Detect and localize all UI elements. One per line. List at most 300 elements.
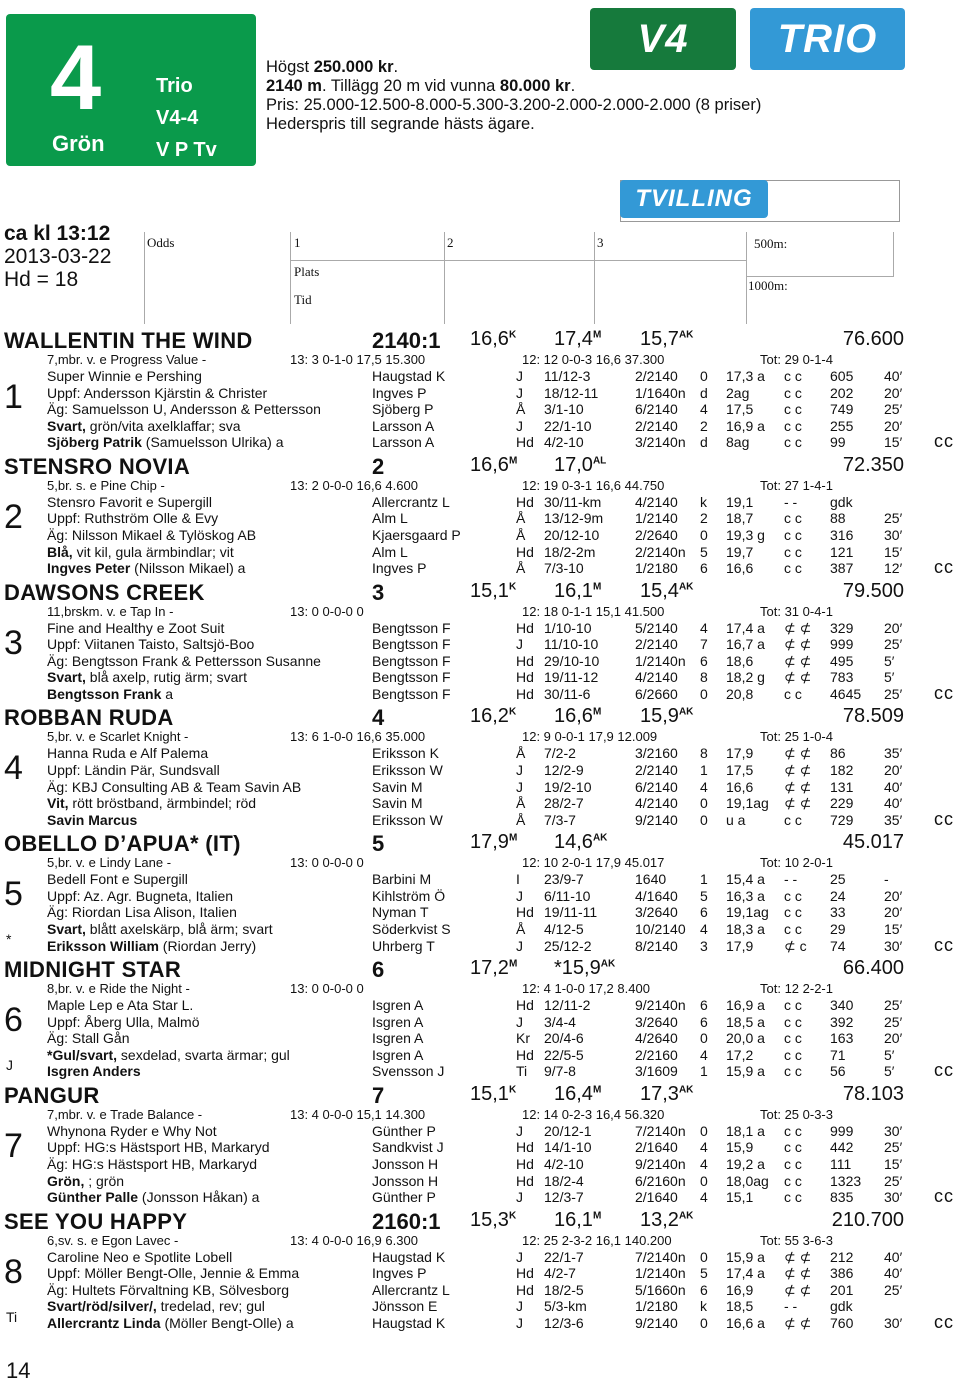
horse-info-line — [47, 1282, 289, 1298]
record-value: 15,4 — [640, 579, 679, 602]
start-driver: Jönsson E — [372, 1298, 438, 1315]
record-type: AK — [678, 1084, 694, 1096]
start-post: 0 — [700, 811, 708, 828]
horse-age-sire: 5,br. v. e Lindy Lane - — [47, 855, 172, 871]
start-date: 19/11-11 — [544, 904, 598, 921]
record-r1 — [470, 454, 517, 477]
trio-logo: TRIO — [750, 8, 905, 70]
horse-info-line — [47, 653, 321, 669]
start-odds: 33 — [830, 904, 846, 921]
start-prize: 40′ — [884, 795, 903, 812]
start-result: 1/2140n — [635, 1265, 686, 1282]
start-prize: 20′ — [884, 761, 903, 778]
odds-label: Odds — [147, 235, 175, 250]
start-driver: Bengtsson F — [372, 685, 451, 702]
horse-info-line — [47, 1047, 290, 1063]
start-odds: 392 — [830, 1013, 854, 1030]
record-r1 — [470, 580, 516, 603]
start-shoes: c c — [784, 1013, 802, 1030]
start-odds: 783 — [830, 669, 854, 686]
start-odds: 182 — [830, 761, 854, 778]
start-driver: Allercrantz L — [372, 1281, 450, 1298]
start-time: 17,5 — [726, 401, 754, 418]
record-r3 — [640, 1209, 693, 1232]
start-time: 20,8 — [726, 685, 754, 702]
race-date: 2013-03-22 — [4, 245, 112, 268]
start-date: 1/10-10 — [544, 619, 592, 636]
info-text: Super Winnie e Pershing — [47, 368, 202, 384]
start-track: I — [516, 871, 520, 888]
horse-info-line — [47, 1063, 141, 1079]
start-odds: 24 — [830, 887, 846, 904]
record-value: 15,3 — [470, 1208, 509, 1231]
col-2-label: 2 — [447, 235, 454, 250]
start-prize: 20′ — [884, 904, 903, 921]
record-value: 16,6 — [554, 705, 593, 728]
horse-info-line — [47, 921, 273, 937]
start-odds: 99 — [830, 434, 846, 451]
record-type: AK — [592, 832, 608, 844]
horse-info-line — [47, 1315, 294, 1331]
horse-info-line — [47, 1123, 217, 1139]
start-result: 4/2140 — [635, 493, 678, 510]
horse-info-line — [47, 1298, 265, 1314]
start-result: 9/2140n — [635, 997, 686, 1013]
start-track: J — [516, 1189, 523, 1206]
horse-name: ROBBAN RUDA — [4, 705, 174, 731]
horse-name: STENSRO NOVIA — [4, 453, 191, 479]
m1000-label: 1000m: — [748, 278, 788, 293]
start-track: Hd — [516, 1139, 534, 1156]
horse-info-line — [47, 510, 218, 526]
start-track: Kr — [516, 1030, 530, 1047]
horse-info-line — [47, 368, 202, 384]
horse-info-line — [47, 560, 245, 576]
m500-label: 500m: — [754, 236, 788, 251]
start-odds: 163 — [830, 1030, 854, 1047]
horse-info-line — [47, 1249, 232, 1265]
record-value: 17,4 — [554, 328, 593, 350]
start-prize: 12′ — [884, 560, 903, 577]
info-text: sexdelad, svarta ärmar; gul — [117, 1046, 290, 1063]
current-shoes: c c — [934, 808, 952, 829]
start-date: 25/12-2 — [544, 937, 592, 954]
start-shoes: c c — [784, 1063, 802, 1080]
start-post: 4 — [700, 1139, 708, 1156]
horse-age-sire: 7,mbr. v. e Trade Balance - — [47, 1106, 203, 1122]
start-prize: 20′ — [884, 384, 903, 401]
race-info-line: 2140 m. Tillägg 20 m vid vunna 80.000 kr. — [266, 77, 576, 95]
race-games — [156, 70, 217, 166]
stats-2013: 13: 6 1-0-0 16,6 35.000 — [290, 729, 426, 745]
start-result: 3/2640 — [635, 1013, 678, 1030]
start-post: 6 — [700, 904, 708, 921]
start-time: 20,0 a — [726, 1030, 765, 1047]
start-prize: 20′ — [884, 619, 903, 636]
horse-mark: J — [6, 1057, 13, 1073]
start-result: 6/2140 — [635, 778, 678, 795]
start-track: Hd — [516, 904, 534, 921]
start-post: 2 — [700, 510, 708, 527]
start-odds: 442 — [830, 1139, 854, 1156]
start-driver: Kihlström Ö — [372, 887, 446, 904]
start-distance: 6 — [372, 957, 385, 982]
start-result: 3/2140n — [635, 434, 686, 451]
current-shoes: c c — [934, 431, 952, 452]
record-type: AK — [678, 706, 694, 718]
horse-age-sire: 8,br. v. e Ride the Night - — [47, 981, 190, 996]
stats-2013: 13: 0 0-0-0 0 — [290, 603, 364, 619]
start-date: 23/9-7 — [544, 871, 584, 888]
info-text: Uppf: Ländin Pär, Sundsvall — [47, 761, 220, 778]
start-odds: 999 — [830, 1122, 854, 1139]
start-date: 20/12-1 — [544, 1122, 592, 1139]
start-post: 8 — [700, 669, 708, 686]
start-driver: Haugstad K — [372, 368, 446, 384]
start-date: 28/2-7 — [544, 795, 584, 812]
info-text: Stensro Favorit e Supergill — [47, 493, 212, 510]
start-result: 7/2140n — [635, 1122, 686, 1139]
start-result: 2/1640 — [635, 1189, 678, 1206]
start-odds: 760 — [830, 1314, 854, 1331]
start-driver: Eriksson W — [372, 811, 443, 828]
start-post: 1 — [700, 1063, 708, 1080]
start-post: 6 — [700, 997, 708, 1013]
start-shoes: ⊄ ⊄ — [784, 1248, 812, 1265]
start-shoes: c c — [784, 417, 802, 434]
info-text: Uppf: HG:s Hästsport HB, Markaryd — [47, 1139, 270, 1156]
career-earnings: 78.509 — [842, 705, 904, 728]
start-result: 2/2140 — [635, 417, 678, 434]
start-track: J — [516, 1298, 523, 1315]
start-date: 20/4-6 — [544, 1030, 584, 1047]
horse-info-line — [47, 745, 208, 761]
start-post: 4 — [700, 920, 708, 937]
start-track: Hd — [516, 652, 534, 669]
start-shoes: c c — [784, 685, 802, 702]
start-odds: 212 — [830, 1248, 854, 1265]
start-post: 4 — [700, 778, 708, 795]
start-odds: 329 — [830, 619, 854, 636]
start-number: 6 — [4, 1001, 23, 1039]
stats-2012: 12: 12 0-0-3 16,6 37.300 — [522, 352, 665, 367]
start-track: J — [516, 1248, 523, 1265]
start-post: d — [700, 384, 708, 401]
info-text: Äg: Riordan Lisa Alison, Italien — [47, 904, 237, 921]
start-track: Hd — [516, 669, 534, 686]
start-prize: 40′ — [884, 1265, 903, 1282]
start-track: Å — [516, 560, 526, 577]
career-earnings: 45.017 — [842, 831, 904, 854]
start-time: 16,3 a — [726, 887, 765, 904]
start-track: Å — [516, 510, 526, 527]
horse-info-line — [47, 1139, 270, 1155]
start-number: 5 — [4, 875, 23, 914]
race-number-box — [6, 14, 256, 166]
start-prize: 25′ — [884, 636, 903, 653]
start-odds: 605 — [830, 368, 854, 384]
start-result: 1/1640n — [635, 384, 686, 401]
start-driver: Isgren A — [372, 997, 424, 1013]
horse-name: DAWSONS CREEK — [4, 579, 205, 605]
start-post: 0 — [700, 1030, 708, 1047]
start-result: 2/2140 — [635, 368, 678, 384]
start-post: k — [700, 1298, 707, 1315]
info-text: Maple Lep e Ata Star L. — [47, 997, 194, 1013]
start-driver: Uhrberg T — [372, 937, 435, 954]
start-time: 18,1 a — [726, 1122, 765, 1139]
record-value: 16,6 — [470, 453, 509, 476]
start-result: 3/1609 — [635, 1063, 678, 1080]
info-text: Uppf: Viitanen Taisto, Saltsjö-Boo — [47, 636, 255, 653]
record-type: K — [508, 329, 517, 341]
start-track: J — [516, 384, 523, 401]
record-value: 15,7 — [640, 328, 679, 350]
start-result: 1/2180 — [635, 560, 678, 577]
start-result: 2/2140n — [635, 543, 686, 560]
start-date: 4/2-10 — [544, 1155, 584, 1172]
record-type: M — [508, 958, 518, 970]
start-distance: 4 — [372, 705, 385, 731]
start-number: 8 — [4, 1252, 23, 1291]
start-post: 5 — [700, 887, 708, 904]
start-time: 17,3 a — [726, 368, 765, 384]
start-track: Å — [516, 745, 526, 762]
stats-total: Tot: 12 2-2-1 — [760, 981, 833, 996]
start-post: 0 — [700, 1122, 708, 1139]
start-shoes: c c — [784, 1030, 802, 1047]
start-time: 19,1 — [726, 493, 754, 510]
start-prize: 30′ — [884, 1189, 903, 1206]
info-text: vit kil, gula ärmbindlar; vit — [72, 543, 234, 560]
record-r1 — [470, 705, 516, 728]
horse-name: SEE YOU HAPPY — [4, 1208, 188, 1234]
start-post: 5 — [700, 1265, 708, 1282]
start-prize: 25′ — [884, 685, 903, 702]
record-r1 — [470, 1209, 516, 1232]
start-time: 16,9 a — [726, 417, 765, 434]
start-time: 17,9 — [726, 745, 754, 762]
start-time: 16,9 — [726, 1281, 754, 1298]
info-text: blå axelp, rutig ärm; svart — [85, 669, 247, 686]
horse-name: MIDNIGHT STAR — [4, 957, 182, 982]
start-post: 1 — [700, 871, 708, 888]
start-driver: Söderkvist S — [372, 920, 451, 937]
info-bold: Vit, — [47, 795, 69, 812]
start-distance: 5 — [372, 831, 385, 857]
start-result: 1/2140 — [635, 510, 678, 527]
start-prize: 40′ — [884, 778, 903, 795]
start-shoes: ⊄ c — [784, 937, 807, 954]
start-post: 0 — [700, 368, 708, 384]
start-shoes: c c — [784, 997, 802, 1013]
start-driver: Bengtsson F — [372, 636, 451, 653]
start-prize: 30′ — [884, 1314, 903, 1331]
horse-age-sire: 5,br. s. e Pine Chip - — [47, 477, 165, 493]
start-odds: 835 — [830, 1189, 854, 1206]
record-r1 — [470, 1083, 516, 1106]
start-time: 19,1ag — [726, 795, 769, 812]
horse-info-line — [47, 385, 267, 401]
start-time: 16,6 — [726, 778, 754, 795]
start-driver: Ingves P — [372, 1265, 427, 1282]
start-shoes: c c — [784, 401, 802, 418]
start-odds: 74 — [830, 937, 846, 954]
start-post: 4 — [700, 1046, 708, 1063]
info-text: rött bröstband, ärmbindel; röd — [68, 795, 257, 812]
start-result: 9/2140n — [635, 1155, 686, 1172]
start-odds: 71 — [830, 1046, 846, 1063]
horse-age-sire: 6,sv. s. e Egon Lavec - — [47, 1232, 179, 1248]
start-driver: Günther P — [372, 1189, 436, 1206]
start-date: 29/10-10 — [544, 652, 600, 669]
horse-info-line — [47, 494, 212, 510]
start-prize: 25′ — [884, 1281, 903, 1298]
info-text: Äg: KBJ Consulting AB & Team Savin AB — [47, 778, 302, 795]
start-prize: 15′ — [884, 920, 903, 937]
start-driver: Sandkvist J — [372, 1139, 444, 1156]
start-result: 4/2140 — [635, 795, 678, 812]
info-bold: Isgren Anders — [47, 1063, 141, 1080]
start-prize: 5′ — [884, 669, 895, 686]
info-text: (Nilsson Mikael) a — [130, 560, 246, 577]
start-track: J — [516, 761, 523, 778]
record-r2 — [554, 454, 606, 477]
career-earnings: 79.500 — [842, 579, 904, 602]
start-prize: 25′ — [884, 510, 903, 527]
start-shoes: - - — [784, 493, 798, 510]
start-result: 2/1640 — [635, 1139, 678, 1156]
record-r2 — [554, 957, 615, 980]
start-track: Å — [516, 401, 526, 418]
info-bold: Svart, — [47, 417, 86, 434]
start-prize: 30′ — [884, 937, 903, 954]
start-result: 3/2640 — [635, 904, 678, 921]
info-bold: Bengtsson Frank — [47, 685, 162, 702]
start-shoes: c c — [784, 904, 802, 921]
start-post: 4 — [700, 1155, 708, 1172]
start-track: J — [516, 937, 523, 954]
info-text: Uppf: Möller Bengt-Olle, Jennie & Emma — [47, 1265, 300, 1282]
odds-grid — [144, 232, 894, 324]
start-odds: 56 — [830, 1063, 846, 1080]
info-text: (Riordan Jerry) — [158, 937, 257, 954]
start-driver: Svensson J — [372, 1063, 445, 1080]
start-time: ca kl 13:12 — [4, 222, 111, 245]
info-text: (Jonsson Håkan) a — [138, 1189, 260, 1206]
start-date: 13/12-9m — [544, 510, 604, 527]
start-shoes: c c — [784, 920, 802, 937]
start-result: 9/2140 — [635, 811, 678, 828]
record-type: AK — [600, 958, 616, 970]
start-prize: 20′ — [884, 417, 903, 434]
horse-info-line — [47, 762, 220, 778]
info-text: Uppf: Az. Agr. Bugneta, Italien — [47, 887, 234, 904]
start-odds: gdk — [830, 493, 853, 510]
start-driver: Alm L — [372, 543, 408, 560]
start-date: 4/2-7 — [544, 1265, 576, 1282]
start-date: 12/11-2 — [544, 997, 591, 1013]
start-number: 2 — [4, 497, 23, 536]
start-time: 16,6 — [726, 560, 754, 577]
start-odds: 340 — [830, 997, 854, 1013]
career-earnings: 66.400 — [842, 957, 904, 979]
record-type: M — [508, 455, 518, 467]
record-r1 — [470, 328, 516, 351]
record-type: AK — [678, 329, 694, 341]
start-track: J — [516, 887, 523, 904]
start-time: 8ag — [726, 434, 750, 451]
stats-total: Tot: 29 0-1-4 — [760, 352, 833, 367]
start-post: 8 — [700, 745, 708, 762]
start-odds: 229 — [830, 795, 854, 812]
horse-entry — [0, 454, 960, 579]
record-r3 — [640, 580, 693, 603]
info-text: grön/vita axelklaffar; sva — [85, 417, 241, 434]
start-time: 18,6 — [726, 652, 754, 669]
start-date: 12/3-6 — [544, 1314, 584, 1331]
horse-info-line — [47, 1156, 257, 1172]
current-shoes: c c — [934, 934, 952, 955]
start-date: 7/3-10 — [544, 560, 584, 577]
start-time: 17,4 a — [726, 1265, 765, 1282]
record-r3 — [640, 328, 693, 351]
horse-age-sire: 7,mbr. v. e Progress Value - — [47, 352, 207, 367]
start-prize: 25′ — [884, 1172, 903, 1189]
start-odds: 88 — [830, 510, 846, 527]
start-date: 18/12-11 — [544, 384, 599, 401]
horse-info-line — [47, 544, 234, 560]
start-prize: 35′ — [884, 811, 903, 828]
v4-logo: V4 — [590, 8, 736, 70]
start-track: J — [516, 1314, 523, 1331]
record-type: M — [592, 580, 602, 592]
start-driver: Eriksson W — [372, 761, 443, 778]
info-bold: Allercrantz Linda — [47, 1314, 161, 1331]
horse-entry — [0, 580, 960, 705]
start-result: 1/2180 — [635, 1298, 678, 1315]
stats-2012: 12: 9 0-0-1 17,9 12.009 — [522, 729, 658, 745]
start-track: Hd — [516, 997, 534, 1013]
start-track: Å — [516, 811, 526, 828]
start-shoes: - - — [784, 1298, 798, 1315]
start-time: 18,2 g — [726, 669, 765, 686]
start-date: 7/3-7 — [544, 811, 576, 828]
start-shoes: ⊄ ⊄ — [784, 1314, 812, 1331]
info-text: Caroline Neo e Spotlite Lobell — [47, 1248, 233, 1265]
record-value: *15,9 — [554, 957, 601, 979]
start-date: 11/12-3 — [544, 368, 591, 384]
start-date: 3/1-10 — [544, 401, 584, 418]
start-shoes: ⊄ ⊄ — [784, 636, 812, 653]
start-track: Hd — [516, 1281, 534, 1298]
horse-entry — [0, 1083, 960, 1208]
start-driver: Haugstad K — [372, 1314, 446, 1331]
start-time: 15,9 — [726, 1139, 754, 1156]
current-shoes: c c — [934, 1311, 952, 1332]
start-time: 15,9 a — [726, 1248, 765, 1265]
start-odds: 729 — [830, 811, 854, 828]
horse-name: PANGUR — [4, 1082, 100, 1108]
career-earnings: 72.350 — [842, 453, 904, 476]
start-time: u a — [726, 811, 746, 828]
info-text: a — [161, 685, 174, 702]
record-value: 16,2 — [470, 705, 509, 728]
start-date: 22/1-10 — [544, 417, 592, 434]
info-bold: Sjöberg Patrik — [47, 434, 142, 451]
info-text: Uppf: Åberg Ulla, Malmö — [47, 1013, 200, 1030]
record-r2 — [554, 705, 601, 728]
